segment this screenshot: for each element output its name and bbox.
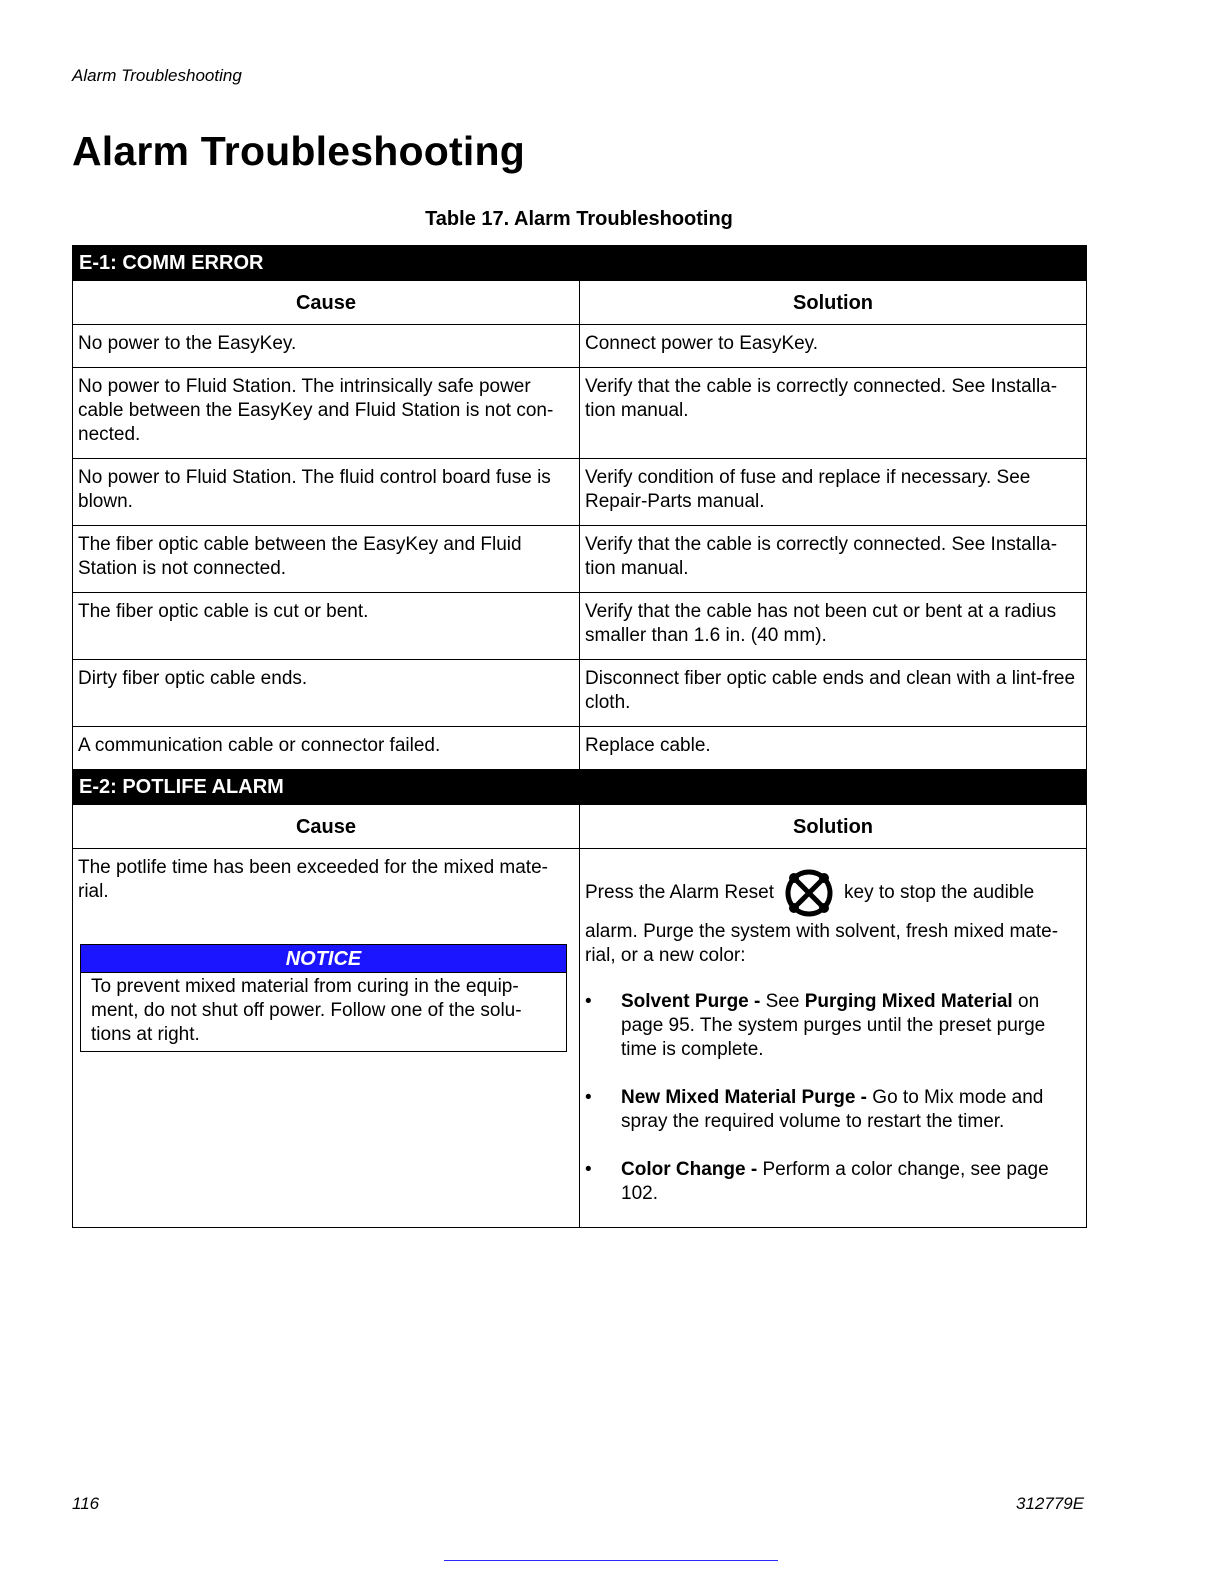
option-text: See [760, 991, 805, 1012]
solution-header: Solution [580, 805, 1087, 849]
solution-header: Solution [580, 281, 1087, 325]
solution-cell: Verify that the cable is correctly connected. See Installa-tion manual. [580, 526, 1087, 593]
table-row [73, 849, 1087, 1228]
option-text: Go to Mix mode and spray the required volume to restart the timer. [621, 1087, 1044, 1132]
list-item [585, 1158, 1080, 1206]
cause-header: Cause [73, 281, 580, 325]
section-header-e2 [73, 770, 1087, 805]
alarm-troubleshooting-table [72, 245, 1087, 1228]
alarm-reset-line [585, 866, 1080, 920]
column-header-row [73, 281, 1087, 325]
option-label: New Mixed Material Purge - [621, 1087, 868, 1108]
table-caption: Table 17. Alarm Troubleshooting [425, 208, 733, 230]
solution-options-list [585, 990, 1080, 1206]
table-row [73, 727, 1087, 770]
option-label: Color Change - [621, 1159, 758, 1180]
solution-post-text: key to stop the audible [844, 882, 1035, 903]
bullet-icon: • [585, 991, 592, 1012]
page-number: 116 [72, 1494, 100, 1513]
solution-continued-text: alarm. Purge the system with solvent, fresh mixed mate-rial, or a new color: [585, 921, 1059, 966]
page-title: Alarm Troubleshooting [72, 128, 525, 174]
notice-body: To prevent mixed material from curing in the equip-ment, do not shut off power. Follow one of the solu-tions at right. [91, 976, 522, 1045]
list-item [585, 990, 1080, 1062]
solution-cell: Disconnect fiber optic cable ends and clean with a lint-free cloth. [580, 660, 1087, 727]
cause-cell: No power to Fluid Station. The fluid control board fuse is blown. [73, 459, 580, 526]
cause-text: The potlife time has been exceeded for the mixed mate-rial. [78, 857, 548, 902]
solution-cell: Verify that the cable is correctly connected. See Installa-tion manual. [580, 368, 1087, 459]
table-row [73, 526, 1087, 593]
alarm-reset-icon [782, 866, 836, 920]
cause-header: Cause [73, 805, 580, 849]
option-reference: Purging Mixed Material [804, 991, 1013, 1012]
solution-cell: Verify condition of fuse and replace if necessary. See Repair-Parts manual. [580, 459, 1087, 526]
option-label: Solvent Purge - [621, 991, 761, 1012]
notice-title: NOTICE [81, 945, 566, 973]
section-title: E-1: COMM ERROR [73, 246, 1087, 281]
option-text: on page 95. The system purges until the preset purge time is complete. [621, 991, 1046, 1060]
cause-cell: No power to Fluid Station. The intrinsically safe power cable between the EasyKey and Fluid Station is not con-nected. [73, 368, 580, 459]
table-row [73, 593, 1087, 660]
section-title: E-2: POTLIFE ALARM [73, 770, 1087, 805]
table-row [73, 459, 1087, 526]
solution-pre-text: Press the Alarm Reset [585, 882, 775, 903]
column-header-row [73, 805, 1087, 849]
running-header: Alarm Troubleshooting [72, 66, 242, 85]
solution-cell: Connect power to EasyKey. [580, 325, 1087, 368]
cause-cell: No power to the EasyKey. [73, 325, 580, 368]
cause-cell [73, 849, 580, 1228]
option-text: Perform a color change, see page 102. [621, 1159, 1049, 1204]
list-item [585, 1086, 1080, 1134]
table-row [73, 660, 1087, 727]
notice-box [80, 944, 567, 1052]
bullet-icon: • [585, 1159, 592, 1180]
solution-cell: Replace cable. [580, 727, 1087, 770]
section-header-e1 [73, 246, 1087, 281]
cause-cell: The fiber optic cable is cut or bent. [73, 593, 580, 660]
solution-cell [580, 849, 1087, 1228]
cause-cell: Dirty fiber optic cable ends. [73, 660, 580, 727]
document-number: 312779E [1016, 1494, 1085, 1513]
cause-cell: A communication cable or connector failed. [73, 727, 580, 770]
cause-cell: The fiber optic cable between the EasyKey and Fluid Station is not connected. [73, 526, 580, 593]
table-row [73, 325, 1087, 368]
solution-cell: Verify that the cable has not been cut or bent at a radius smaller than 1.6 in. (40 mm). [580, 593, 1087, 660]
table-row [73, 368, 1087, 459]
footer-divider [444, 1560, 778, 1561]
bullet-icon: • [585, 1087, 592, 1108]
